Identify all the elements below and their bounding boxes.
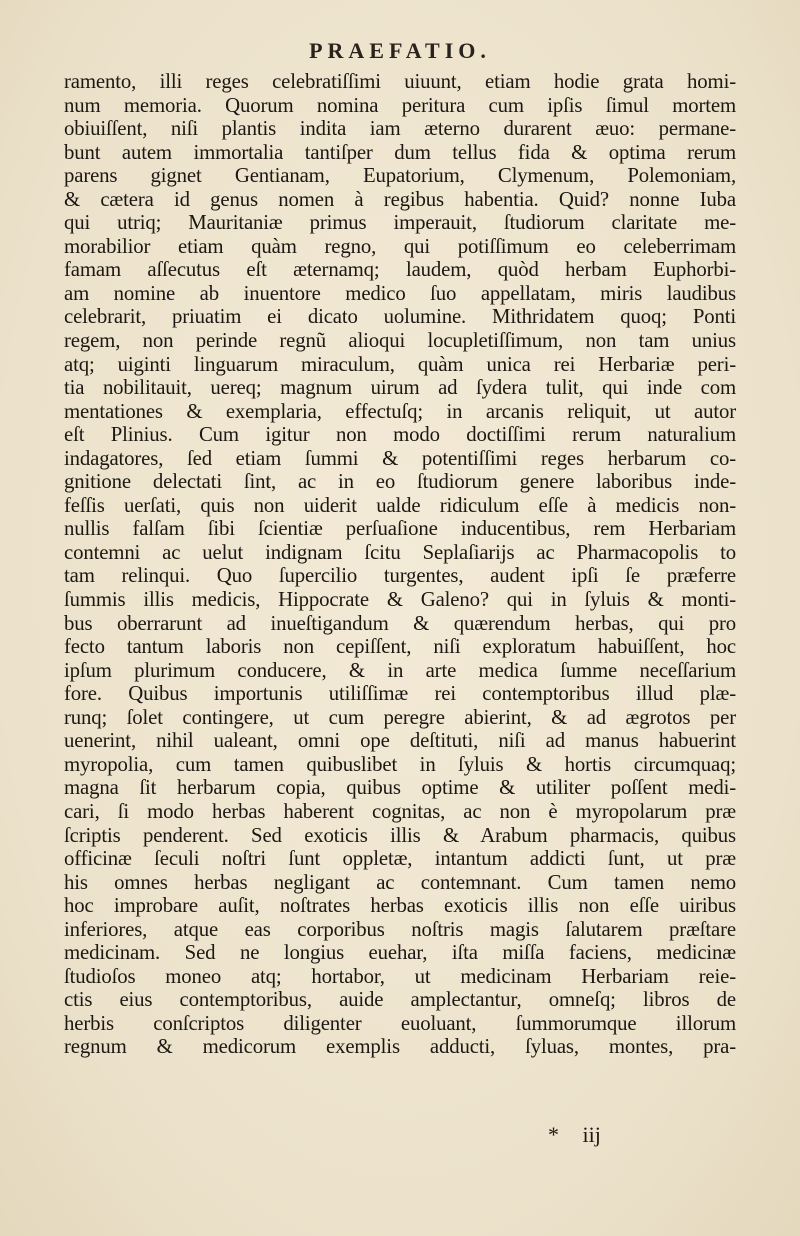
- text-line: mentationes & exemplaria, effectuſq; in arcanis reliquit, ut autor: [64, 399, 736, 423]
- text-line: hoc improbare auſit, noſtrates herbas exoticis illis non eſſe uiribus: [64, 894, 736, 918]
- text-line: qui utriq; Mauritaniæ primus imperauit, ſtudiorum claritate me‐: [64, 211, 736, 235]
- text-line: magna ſit herbarum copia, quibus optime & utiliter poſſent medi‐: [64, 776, 736, 800]
- text-line: ramento, illi reges celebratiſſimi uiuunt, etiam hodie grata homi‐: [64, 70, 736, 93]
- text-line: runq; ſolet contingere, ut cum peregre abierint, & ad ægrotos per: [64, 705, 736, 729]
- text-line: num memoria. Quorum nomina peritura cum ipſis ſimul mortem: [64, 93, 736, 117]
- text-line: ſummis illis medicis, Hippocrate & Galeno? qui in ſyluis & monti‐: [64, 588, 736, 612]
- text-line: & cætera id genus nomen à regibus habentia. Quid? nonne Iuba: [64, 187, 736, 211]
- text-line: obiuiſſent, niſi plantis indita iam æterno durarent æuo: permane‐: [64, 117, 736, 141]
- text-line: myropolia, cum tamen quibuslibet in ſyluis & hortis circumquaq;: [64, 752, 736, 776]
- text-line: fecto tantum laboris non cepiſſent, niſi exploratum habuiſſent, hoc: [64, 635, 736, 659]
- text-line: fore. Quibus importunis utiliſſimæ rei contemptoribus illud plæ‐: [64, 682, 736, 706]
- text-line: officinæ ſeculi noſtri ſunt oppletæ, intantum addicti ſunt, ut præ: [64, 847, 736, 871]
- text-line: bus oberrarunt ad inueſtigandum & quærendum herbas, qui pro: [64, 611, 736, 635]
- text-line: famam aſſecutus eſt æternamq; laudem, quòd herbam Euphorbi‐: [64, 258, 736, 282]
- text-line: am nomine ab inuentore medico ſuo appellatam, miris laudibus: [64, 281, 736, 305]
- text-line: indagatores, ſed etiam ſummi & potentiſſimi reges herbarum co‐: [64, 446, 736, 470]
- text-line: cari, ſi modo herbas haberent cognitas, ac non è myropolarum præ: [64, 799, 736, 823]
- text-line: ctis eius contemptoribus, auide amplectantur, omneſq; libros de: [64, 988, 736, 1012]
- text-line: morabilior etiam quàm regno, qui potiſſimum eo celeberrimam: [64, 234, 736, 258]
- text-line: ipſum plurimum conducere, & in arte medica ſumme neceſſarium: [64, 658, 736, 682]
- text-line: parens gignet Gentianam, Eupatorium, Clymenum, Polemoniam,: [64, 164, 736, 188]
- text-line: gnitione delectati ſint, ac in eo ſtudiorum genere laboribus inde‐: [64, 470, 736, 494]
- text-line: ſcriptis penderent. Sed exoticis illis & Arabum pharmacis, quibus: [64, 823, 736, 847]
- text-line: uenerint, nihil ualeant, omni ope deſtituti, niſi ad manus habuerint: [64, 729, 736, 753]
- text-line: feſſis uerſati, quis non uiderit ualde ridiculum eſſe à medicis non‐: [64, 493, 736, 517]
- asterisk-mark: *: [548, 1122, 559, 1147]
- text-line: medicinam. Sed ne longius euehar, iſta miſſa faciens, medicinæ: [64, 941, 736, 965]
- body-text: [64, 70, 736, 1059]
- signature-mark: [548, 1122, 601, 1148]
- text-line: inferiores, atque eas corporibus noſtris magis ſalutarem præſtare: [64, 917, 736, 941]
- text-line: celebrarit, priuatim ei dicato uolumine. Mithridatem quoq; Ponti: [64, 305, 736, 329]
- text-line: bunt autem immortalia tantiſper dum tellus fida & optima rerum: [64, 140, 736, 164]
- text-line: herbis conſcriptos diligenter euoluant, ſummorumque illorum: [64, 1011, 736, 1035]
- text-line: regnum & medicorum exemplis adducti, ſyluas, montes, pra‐: [64, 1035, 736, 1059]
- text-line: atq; uiginti linguarum miraculum, quàm unica rei Herbariæ peri‐: [64, 352, 736, 376]
- text-line: tam relinqui. Quo ſupercilio turgentes, audent ipſi ſe præferre: [64, 564, 736, 588]
- folio-signature: iij: [582, 1122, 601, 1147]
- text-line: contemni ac uelut indignam ſcitu Seplaſiarijs ac Pharmacopolis to: [64, 540, 736, 564]
- text-line: nullis falſam ſibi ſcientiæ perſuaſione inducentibus, rem Herbariam: [64, 517, 736, 541]
- text-line: regem, non perinde regnũ alioqui locupletiſſimum, non tam unius: [64, 329, 736, 353]
- text-line: tia nobilitauit, uereq; magnum uirum ad ſydera tulit, qui inde com: [64, 376, 736, 400]
- text-line: his omnes herbas negligant ac contemnant. Cum tamen nemo: [64, 870, 736, 894]
- text-line: eſt Plinius. Cum igitur non modo doctiſſimi rerum naturalium: [64, 423, 736, 447]
- page-header: PRAEFATIO.: [309, 38, 491, 63]
- text-line: ſtudioſos moneo atq; hortabor, ut medicinam Herbariam reie‐: [64, 964, 736, 988]
